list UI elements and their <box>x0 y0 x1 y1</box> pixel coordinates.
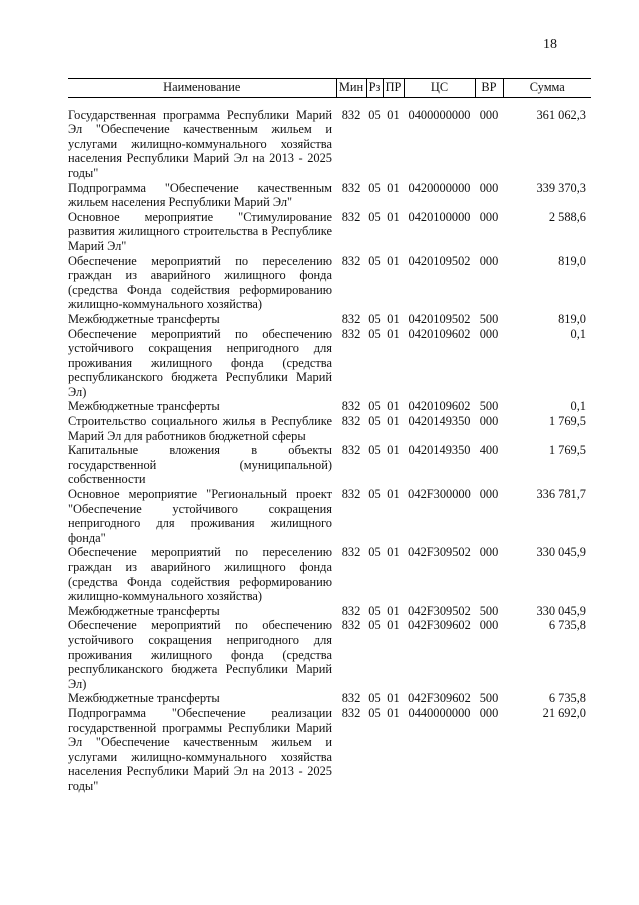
table-row <box>68 210 591 254</box>
cell-sum: 819,0 <box>558 311 586 326</box>
cell-vr: 500 <box>479 399 499 414</box>
cell-vr: 000 <box>479 618 499 633</box>
cell-name: Государственная программа Республики Марий Эл "Обеспечение качественным жильем и услугами жилищно-коммунального хозяйства населения Республики Марий Эл на 2013 - 2025 годы" <box>68 107 332 180</box>
cell-cs: 0420149350 <box>408 443 471 458</box>
cell-rz: 05 <box>368 705 381 720</box>
cell-pr: 01 <box>387 618 400 633</box>
cell-min: 832 <box>341 487 361 502</box>
budget-table <box>68 78 591 794</box>
cell-name: Подпрограмма "Обеспечение реализации государственной программы Республики Марий Эл "Обеспечение качественным жильем и услугами жилищно-коммунального хозяйства населения Республики Марий Эл на 2013 - 2025 годы" <box>68 705 332 793</box>
cell-min: 832 <box>341 180 361 195</box>
table-header-row <box>68 79 591 98</box>
cell-name: Обеспечение мероприятий по переселению граждан из аварийного жилищного фонда (средства Фонда содействия реформированию жилищно-коммунального хозяйства) <box>68 253 332 312</box>
cell-cs: 0420100000 <box>408 209 471 224</box>
cell-cs: 0400000000 <box>408 107 471 122</box>
header-sum: Сумма <box>503 79 591 98</box>
cell-min: 832 <box>341 107 361 122</box>
cell-vr: 500 <box>479 691 499 706</box>
cell-sum: 1 769,5 <box>548 443 586 458</box>
cell-vr: 000 <box>479 487 499 502</box>
cell-rz: 05 <box>368 414 381 429</box>
cell-sum: 1 769,5 <box>548 414 586 429</box>
cell-cs: 0420000000 <box>408 180 471 195</box>
cell-rz: 05 <box>368 487 381 502</box>
table-row <box>68 254 591 312</box>
header-pr: ПР <box>383 79 404 98</box>
cell-rz: 05 <box>368 326 381 341</box>
cell-pr: 01 <box>387 443 400 458</box>
cell-min: 832 <box>341 691 361 706</box>
cell-min: 832 <box>341 311 361 326</box>
cell-vr: 000 <box>479 414 499 429</box>
cell-cs: 042F309602 <box>408 691 471 706</box>
cell-pr: 01 <box>387 545 400 560</box>
table-row <box>68 399 591 414</box>
cell-sum: 339 370,3 <box>536 180 586 195</box>
cell-pr: 01 <box>387 487 400 502</box>
table-body <box>68 97 591 793</box>
cell-name: Обеспечение мероприятий по переселению граждан из аварийного жилищного фонда (средства Фонда содействия реформированию жилищно-коммунального хозяйства) <box>68 545 332 604</box>
cell-cs: 042F309502 <box>408 603 471 618</box>
cell-sum: 361 062,3 <box>536 107 586 122</box>
cell-vr: 400 <box>479 443 499 458</box>
cell-pr: 01 <box>387 691 400 706</box>
cell-name: Межбюджетные трансферты <box>68 311 220 326</box>
cell-rz: 05 <box>368 180 381 195</box>
cell-rz: 05 <box>368 618 381 633</box>
cell-vr: 000 <box>479 326 499 341</box>
table-row <box>68 327 591 400</box>
cell-vr: 000 <box>479 107 499 122</box>
cell-pr: 01 <box>387 603 400 618</box>
cell-rz: 05 <box>368 443 381 458</box>
cell-rz: 05 <box>368 545 381 560</box>
header-vr: ВР <box>475 79 503 98</box>
cell-name: Межбюджетные трансферты <box>68 399 220 414</box>
header-cs: ЦС <box>404 79 475 98</box>
cell-name: Основное мероприятие "Стимулирование развития жилищного строительства в Республике Марий Эл" <box>68 209 332 253</box>
cell-cs: 042F300000 <box>408 487 471 502</box>
cell-cs: 0420149350 <box>408 414 471 429</box>
table-row <box>68 312 591 327</box>
cell-pr: 01 <box>387 705 400 720</box>
table-row <box>68 691 591 706</box>
cell-cs: 0420109502 <box>408 311 471 326</box>
cell-pr: 01 <box>387 399 400 414</box>
table-row <box>68 97 591 180</box>
cell-sum: 330 045,9 <box>536 545 586 560</box>
table-row <box>68 604 591 619</box>
cell-sum: 2 588,6 <box>548 209 586 224</box>
cell-rz: 05 <box>368 209 381 224</box>
cell-vr: 500 <box>479 603 499 618</box>
cell-vr: 000 <box>479 209 499 224</box>
cell-pr: 01 <box>387 209 400 224</box>
cell-vr: 000 <box>479 705 499 720</box>
table-row <box>68 618 591 691</box>
cell-min: 832 <box>341 253 361 268</box>
table-row <box>68 181 591 210</box>
cell-min: 832 <box>341 618 361 633</box>
page-number: 18 <box>543 37 557 52</box>
table-row <box>68 487 591 545</box>
header-rz: Рз <box>366 79 383 98</box>
cell-name: Капитальные вложения в объекты государственной (муниципальной) собственности <box>68 443 332 487</box>
cell-min: 832 <box>341 326 361 341</box>
cell-pr: 01 <box>387 326 400 341</box>
cell-min: 832 <box>341 399 361 414</box>
cell-pr: 01 <box>387 311 400 326</box>
cell-name: Подпрограмма "Обеспечение качественным жильем населения Республики Марий Эл" <box>68 180 332 210</box>
cell-rz: 05 <box>368 399 381 414</box>
cell-vr: 000 <box>479 180 499 195</box>
cell-name: Межбюджетные трансферты <box>68 691 220 706</box>
cell-name: Строительство социального жилья в Республике Марий Эл для работников бюджетной сферы <box>68 414 332 443</box>
cell-vr: 000 <box>479 253 499 268</box>
table-row <box>68 706 591 794</box>
cell-sum: 6 735,8 <box>548 618 586 633</box>
cell-min: 832 <box>341 545 361 560</box>
cell-min: 832 <box>341 414 361 429</box>
cell-vr: 500 <box>479 311 499 326</box>
cell-min: 832 <box>341 603 361 618</box>
cell-sum: 0,1 <box>570 399 586 414</box>
cell-sum: 819,0 <box>558 253 586 268</box>
cell-vr: 000 <box>479 545 499 560</box>
cell-pr: 01 <box>387 414 400 429</box>
cell-sum: 0,1 <box>570 326 586 341</box>
header-name: Наименование <box>68 79 336 98</box>
cell-rz: 05 <box>368 603 381 618</box>
cell-name: Основное мероприятие "Региональный проект "Обеспечение устойчивого сокращения непригодного для проживания жилищного фонда" <box>68 487 332 545</box>
cell-rz: 05 <box>368 107 381 122</box>
cell-pr: 01 <box>387 107 400 122</box>
cell-sum: 336 781,7 <box>536 487 586 502</box>
table-row <box>68 414 591 443</box>
table-row <box>68 443 591 487</box>
cell-min: 832 <box>341 705 361 720</box>
cell-name: Обеспечение мероприятий по обеспечению устойчивого сокращения непригодного для проживания жилищного фонда (средства республиканского бюджета Республики Марий Эл) <box>68 618 332 691</box>
cell-sum: 21 692,0 <box>542 705 586 720</box>
cell-pr: 01 <box>387 253 400 268</box>
cell-cs: 042F309502 <box>408 545 471 560</box>
cell-cs: 042F309602 <box>408 618 471 633</box>
cell-min: 832 <box>341 443 361 458</box>
cell-pr: 01 <box>387 180 400 195</box>
header-min: Мин <box>336 79 366 98</box>
cell-name: Обеспечение мероприятий по обеспечению устойчивого сокращения непригодного для проживания жилищного фонда (средства республиканского бюджета Республики Марий Эл) <box>68 326 332 399</box>
cell-rz: 05 <box>368 691 381 706</box>
cell-rz: 05 <box>368 311 381 326</box>
cell-sum: 6 735,8 <box>548 691 586 706</box>
cell-cs: 0420109602 <box>408 326 471 341</box>
cell-min: 832 <box>341 209 361 224</box>
table-row <box>68 545 591 603</box>
cell-cs: 0440000000 <box>408 705 471 720</box>
cell-cs: 0420109602 <box>408 399 471 414</box>
cell-cs: 0420109502 <box>408 253 471 268</box>
cell-rz: 05 <box>368 253 381 268</box>
cell-sum: 330 045,9 <box>536 603 586 618</box>
cell-name: Межбюджетные трансферты <box>68 603 220 618</box>
